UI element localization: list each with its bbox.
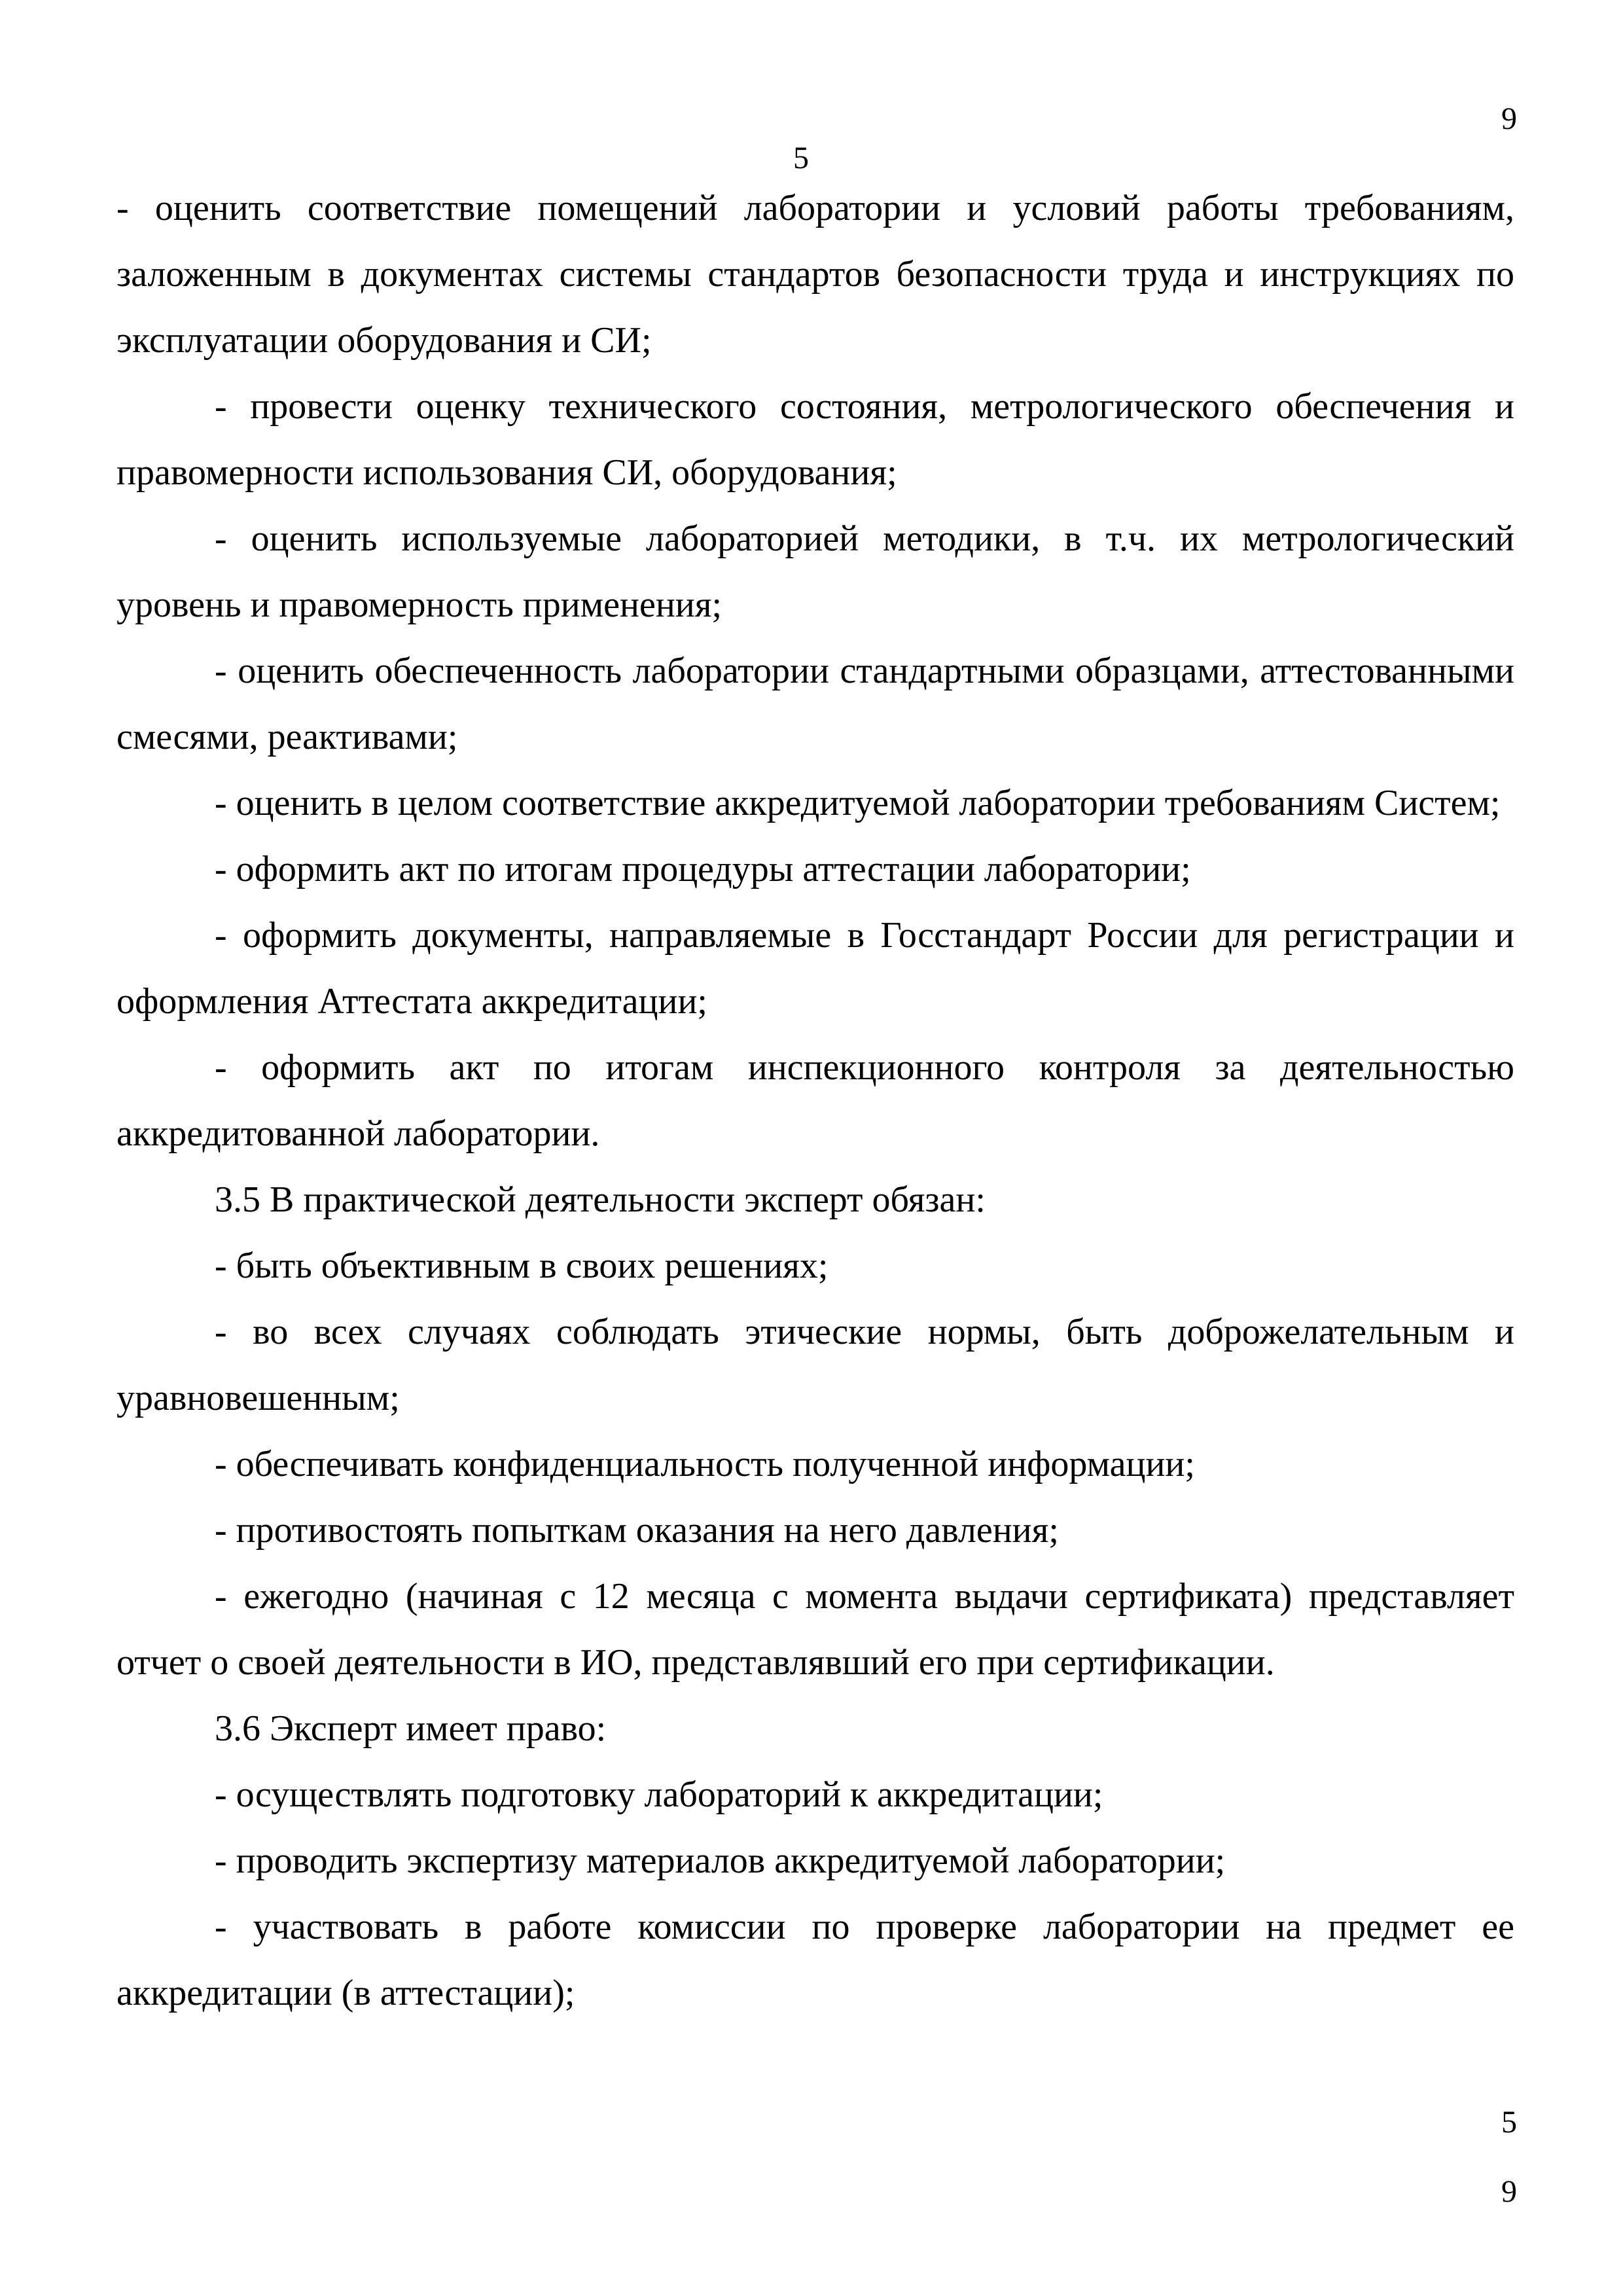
paragraph: - оценить используемые лабораторией методики, в т.ч. их метрологический уровень и правомерность применения; <box>116 518 1514 625</box>
paragraph: - осуществлять подготовку лабораторий к аккредитации; <box>215 1774 1103 1815</box>
paragraph: - оформить акт по итогам инспекционного контроля за деятельностью аккредитованной лаборатории. <box>116 1047 1514 1154</box>
paragraph: - провести оценку технического состояния, метрологического обеспечения и правомерности использования СИ, оборудования; <box>116 386 1514 493</box>
paragraph: - участвовать в работе комиссии по проверке лаборатории на предмет ее аккредитации (в аттестации); <box>116 1907 1514 2013</box>
paragraph: - противостоять попыткам оказания на него давления; <box>215 1510 1059 1551</box>
paragraph: - оценить в целом соответствие аккредитуемой лаборатории требованиям Систем; <box>215 783 1501 823</box>
page-number-bottom-second: 9 <box>1501 2174 1517 2209</box>
paragraph: - обеспечивать конфиденциальность полученной информации; <box>215 1444 1195 1484</box>
paragraph: 3.5 В практической деятельности эксперт обязан: <box>215 1179 986 1220</box>
page-number-bottom-first: 5 <box>1501 2105 1517 2140</box>
paragraph: - оценить обеспеченность лаборатории стандартными образцами, аттестованными смесями, реактивами; <box>116 651 1514 757</box>
paragraph: - ежегодно (начиная с 12 месяца с момента выдачи сертификата) представляет отчет о своей деятельности в ИО, представлявший его при сертификации. <box>116 1576 1514 1683</box>
page-number-top-center: 5 <box>793 141 809 175</box>
paragraph: - быть объективным в своих решениях; <box>215 1246 829 1286</box>
paragraph: - проводить экспертизу материалов аккредитуемой лаборатории; <box>215 1840 1226 1881</box>
paragraph: - оценить соответствие помещений лаборатории и условий работы требованиям, заложенным в документах системы стандартов безопасности труда и инструкциях по эксплуатации оборудования и СИ; <box>116 188 1514 361</box>
document-body <box>116 175 1514 2026</box>
paragraph: - оформить акт по итогам процедуры аттестации лаборатории; <box>215 849 1191 889</box>
page-number-top-right: 9 <box>1501 101 1517 136</box>
paragraph: - во всех случаях соблюдать этические нормы, быть доброжелательным и уравновешенным; <box>116 1312 1514 1418</box>
paragraph: - оформить документы, направляемые в Госстандарт России для регистрации и оформления Аттестата аккредитации; <box>116 915 1514 1022</box>
paragraph: 3.6 Эксперт имеет право: <box>215 1708 607 1749</box>
